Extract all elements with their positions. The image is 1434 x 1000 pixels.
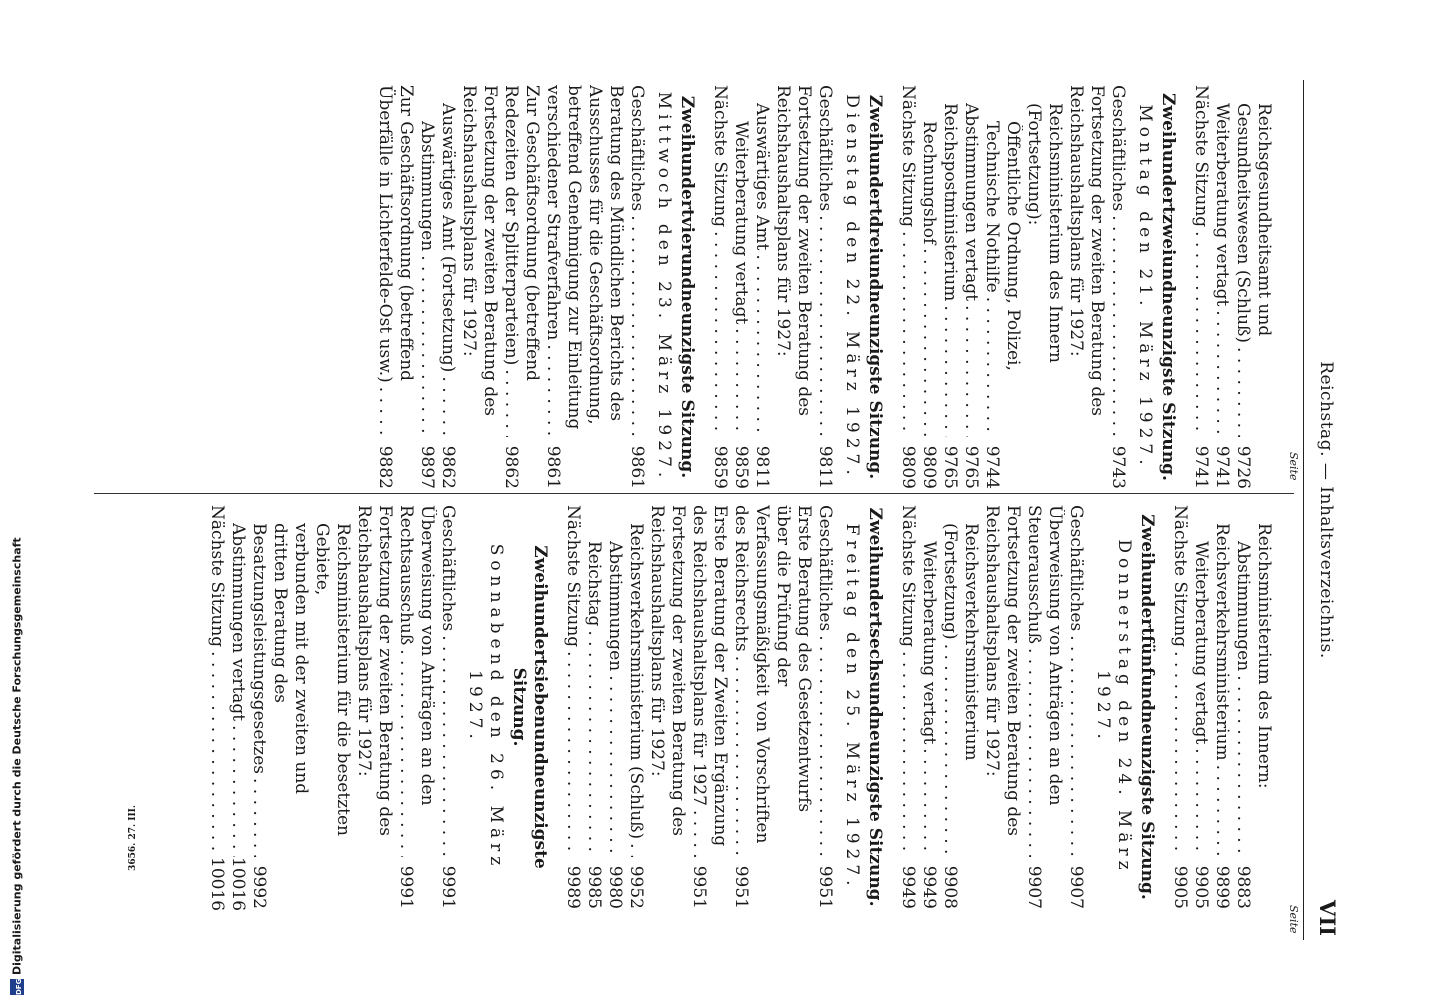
- toc-entry: [1190, 85, 1211, 489]
- toc-entry-title: Nächste Sitzung . . .: [709, 85, 730, 437]
- toc-entry: [1232, 85, 1274, 489]
- toc-entry-page: 9859: [710, 445, 730, 489]
- session-date: Dienstag den 22. März 1927.: [842, 94, 862, 480]
- toc-entry-page: 9991: [438, 865, 458, 909]
- toc-entry-page: 9949: [898, 865, 918, 909]
- session-date: Mittwoch den 23. März 1927.: [654, 91, 674, 483]
- toc-entry: [416, 85, 437, 489]
- toc-entry: [625, 505, 646, 909]
- toc-entry-title: Geschäftliches . . .: [814, 505, 835, 857]
- toc-entry-page: 9809: [898, 445, 918, 489]
- toc-entry-page: 9907: [1066, 865, 1086, 909]
- running-title: Reichstag. — Inhaltsverzeichnis.: [1316, 361, 1336, 659]
- toc-entry-page: 9952: [626, 865, 646, 909]
- session-date: Sonnabend den 26. März 1927.: [465, 543, 506, 871]
- toc-entry-title: Geschäftliches . . .: [1065, 505, 1086, 857]
- toc-entry: [960, 85, 981, 489]
- session-heading: Zweihundertfünfundneunzigste Sitzung.: [1137, 514, 1157, 900]
- toc-column-left: [374, 85, 1274, 489]
- toc-entry: [1211, 505, 1232, 909]
- toc-entry-title: Reichspostministerium . . .: [939, 103, 960, 437]
- toc-entry-page: 9949: [919, 865, 939, 909]
- toc-entry-page: 9905: [1170, 865, 1190, 909]
- toc-entry-page: 9744: [982, 445, 1002, 489]
- toc-entry: [1023, 505, 1065, 909]
- toc-column-right: [206, 505, 1274, 912]
- toc-entry-title: Reichsministerium für die besetzten Gebiete,: [312, 523, 353, 836]
- toc-entry-title: Zur Geschäftsordnung (betreffend Überfälle in Lichterfelde-Ost usw.) . . .: [374, 85, 416, 437]
- toc-entry-title: Abstimmungen . . .: [416, 121, 437, 437]
- toc-entry-page: 9985: [584, 865, 604, 909]
- toc-entry: [1065, 85, 1107, 489]
- credit-text: Digitalisierung gefördert durch die Deutsche Forschungsgemeinschaft: [10, 536, 24, 975]
- toc-entry-page: 9897: [417, 445, 437, 489]
- toc-entry: [897, 85, 918, 489]
- toc-entry-title: Geschäftliches . . .: [1107, 85, 1128, 437]
- toc-entry-title: Geschäftliches . . .: [814, 85, 835, 437]
- toc-entry-title: Zur Geschäftsordnung (betreffend Redezeiten der Splitterparteien) . . .: [500, 85, 542, 437]
- toc-entry-title: Nächste Sitzung . . .: [1169, 505, 1190, 857]
- toc-entry: [1253, 505, 1274, 909]
- toc-entry-page: 10016: [228, 857, 248, 912]
- toc-entry-page: 9951: [689, 865, 709, 909]
- toc-entry-title: Abstimmungen . . .: [604, 541, 625, 857]
- toc-entry-title: Reichsverkehrsministerium (Fortsetzung) . . .: [939, 523, 981, 857]
- toc-entry: [626, 85, 647, 489]
- toc-entry: [248, 505, 311, 909]
- toc-entry-page: 9741: [1212, 445, 1232, 489]
- toc-entry-title: Reichsministerium des Innern:: [1254, 523, 1274, 789]
- session-date: Freitag den 25. März 1927.: [842, 523, 862, 891]
- toc-entry-page: 9859: [731, 445, 751, 489]
- page-number: VII: [1315, 900, 1340, 936]
- toc-entry-page: 9980: [605, 865, 625, 909]
- running-head: [1303, 80, 1344, 940]
- toc-entry: [730, 505, 814, 909]
- toc-entry: [751, 85, 772, 489]
- toc-entry-page: 9989: [563, 865, 583, 909]
- toc-entry: [353, 505, 395, 909]
- toc-entry: [1211, 85, 1232, 489]
- toc-entry-title: Auswärtiges Amt (Fortsetzung) . . .: [437, 103, 458, 437]
- toc-entry: [437, 85, 458, 489]
- toc-entry-page: 9811: [815, 445, 835, 489]
- session-heading: Zweihundertsechsundneunzigste Sitzung.: [865, 507, 885, 907]
- session-heading: Zweihundertdreiundneunzigste Sitzung.: [865, 94, 885, 480]
- toc-entry: [939, 505, 981, 909]
- toc-entry-title: Öffentliche Ordnung, Polizei, Technische Nothilfe . . .: [981, 121, 1023, 437]
- toc-entry-title: Weiterberatung vertagt . . .: [1211, 103, 1232, 437]
- toc-entry-title: Beratung des Mündlichen Berichts des Ausschusses für die Geschäftsordnung, betreffend Genehmigung zur Einleitung verschiedener Strafverfahren . . .: [542, 85, 626, 437]
- toc-entry-title: Fortsetzung der zweiten Beratung des Reichshaushaltsplans für 1927:: [1066, 85, 1107, 417]
- toc-entry: [458, 85, 500, 489]
- toc-entry: [542, 85, 626, 489]
- toc-entry: [981, 85, 1023, 489]
- toc-entry: [562, 505, 583, 909]
- toc-entry-page: 9951: [731, 865, 751, 909]
- toc-entry-page: 9811: [752, 445, 772, 489]
- toc-entry-page: 9765: [940, 445, 960, 489]
- toc-entry-title: Nächste Sitzung . . .: [1190, 85, 1211, 437]
- toc-entry: [918, 85, 939, 489]
- session-date: Montag den 21. März 1927.: [1135, 104, 1155, 470]
- session-date: Donnerstag den 24. März 1927.: [1093, 539, 1134, 875]
- toc-entry-title: Auswärtiges Amt . . .: [751, 103, 772, 437]
- toc-entry-title: Fortsetzung der zweiten Beratung des Reichshaushaltsplans für 1927:: [354, 505, 395, 837]
- toc-entry: [311, 505, 353, 909]
- toc-entry-page: 9809: [919, 445, 939, 489]
- toc-entry-page: 9862: [438, 445, 458, 489]
- toc-entry: [1232, 505, 1253, 909]
- toc-entry-page: 9907: [1024, 865, 1044, 909]
- toc-entry: [1023, 85, 1065, 489]
- toc-entry-page: 9908: [940, 865, 960, 909]
- toc-entry-title: verbunden mit der zweiten und dritten Beratung des Besatzungsleistungsgesetzes . . .: [248, 523, 311, 857]
- toc-entry-page: 9861: [543, 445, 563, 489]
- toc-entry-title: Abstimmungen . . .: [1232, 541, 1253, 857]
- toc-entry: [646, 505, 688, 909]
- toc-entry-page: 9951: [815, 865, 835, 909]
- toc-entry-title: Weiterberatung vertagt . . .: [730, 121, 751, 437]
- toc-entry: [374, 85, 416, 489]
- toc-entry-title: Fortsetzung der zweiten Beratung des Reichshaushaltsplans für 1927:: [982, 505, 1023, 837]
- toc-entry: [730, 85, 751, 489]
- seite-label-right: Seite: [1287, 905, 1300, 934]
- toc-entry-page: 9905: [1191, 865, 1211, 909]
- toc-entry: [814, 85, 835, 489]
- session-heading: Zweihundertvierundneunzigste Sitzung.: [677, 95, 697, 479]
- toc-entry: [918, 505, 939, 909]
- toc-entry-page: 9862: [501, 445, 521, 489]
- seite-label-left: Seite: [1287, 452, 1300, 481]
- toc-entry-title: Überweisung von Anträgen an den Rechtsausschuß . . .: [395, 505, 437, 857]
- toc-entry-page: 9861: [627, 445, 647, 489]
- toc-entry: [981, 505, 1023, 909]
- toc-entry-title: Geschäftliches . . .: [437, 505, 458, 857]
- toc-entry-title: Reichsverkehrsministerium (Schluß) . . .: [625, 523, 646, 857]
- toc-entry-page: 9992: [249, 865, 269, 909]
- toc-entry-title: Geschäftliches . . .: [626, 85, 647, 437]
- toc-entry-title: Nächste Sitzung . . .: [897, 85, 918, 437]
- toc-entry: [583, 505, 604, 909]
- toc-entry: [688, 505, 730, 909]
- dfg-credit: [6, 536, 28, 995]
- toc-entry: [709, 85, 730, 489]
- toc-entry-title: Weiterberatung vertagt . . .: [1190, 541, 1211, 857]
- toc-entry-page: 9883: [1233, 865, 1253, 909]
- toc-entry-page: 9765: [961, 445, 981, 489]
- toc-entry: [206, 505, 227, 912]
- toc-entry: [814, 505, 835, 909]
- toc-entry-page: 10016: [207, 857, 227, 912]
- toc-entry-title: Fortsetzung der zweiten Beratung des Reichshaushaltsplans für 1927:: [459, 85, 500, 417]
- toc-entry-title: Abstimmungen vertagt . . .: [227, 523, 248, 857]
- print-mark: 3656. 27. III.: [128, 805, 138, 871]
- toc-entry: [604, 505, 625, 909]
- toc-entry: [897, 505, 918, 909]
- session-heading: Zweihundertzweiundneunzigste Sitzung.: [1158, 93, 1178, 481]
- session-heading: Zweihundertsiebenundneunzigste Sitzung.: [509, 545, 550, 869]
- toc-entry: [500, 85, 542, 489]
- toc-entry: [1065, 505, 1086, 909]
- toc-entry-title: Fortsetzung der zweiten Beratung des Reichshaushaltsplans für 1927:: [773, 85, 814, 417]
- toc-entry-page: 9726: [1233, 445, 1253, 489]
- toc-entry-page: 9991: [396, 865, 416, 909]
- toc-entry-title: Reichsverkehrsministerium . . .: [1211, 523, 1232, 857]
- toc-entry: [1169, 505, 1190, 909]
- toc-entry-title: Abstimmungen vertagt . . .: [960, 103, 981, 437]
- column-divider: [94, 493, 1294, 494]
- toc-entry: [227, 505, 248, 912]
- toc-entry-page: 9899: [1212, 865, 1232, 909]
- toc-entry-title: Weiterberatung vertagt . . .: [918, 541, 939, 857]
- toc-entry: [939, 85, 960, 489]
- toc-entry-page: 9882: [375, 445, 395, 489]
- toc-entry-title: Fortsetzung der zweiten Beratung des Reichshaushaltsplans für 1927:: [647, 505, 688, 837]
- toc-entry: [437, 505, 458, 909]
- toc-entry-title: Überweisung von Anträgen an den Steuerausschuß . . .: [1023, 505, 1065, 857]
- toc-entry-title: Erste Beratung des Gesetzentwurfs über die Prüfung der Verfassungsmäßigkeit von Vorschriften des Reichsrechts . . .: [730, 505, 814, 857]
- toc-entry-page: 9743: [1108, 445, 1128, 489]
- dfg-logo-icon: DFG: [10, 979, 24, 995]
- toc-entry-title: Reichsministerium des Innern (Fortsetzung):: [1024, 103, 1065, 363]
- toc-entry-title: Reichstag . . .: [583, 541, 604, 857]
- toc-entry: [1190, 505, 1211, 909]
- toc-entry-title: Nächste Sitzung . . .: [206, 505, 227, 857]
- toc-entry: [1107, 85, 1128, 489]
- toc-entry-title: Reichsgesundheitsamt und Gesundheitswesen (Schluß) . . .: [1232, 103, 1274, 437]
- toc-entry-title: Nächste Sitzung . . .: [897, 505, 918, 857]
- toc-entry-title: Nächste Sitzung . . .: [562, 505, 583, 857]
- toc-entry-title: Erste Beratung der Zweiten Ergänzung des Reichshaushaltsplans für 1927 . . .: [688, 505, 730, 857]
- toc-entry: [772, 85, 814, 489]
- toc-entry: [395, 505, 437, 909]
- toc-entry-title: Rechnungshof . . .: [918, 121, 939, 437]
- toc-entry-page: 9741: [1191, 445, 1211, 489]
